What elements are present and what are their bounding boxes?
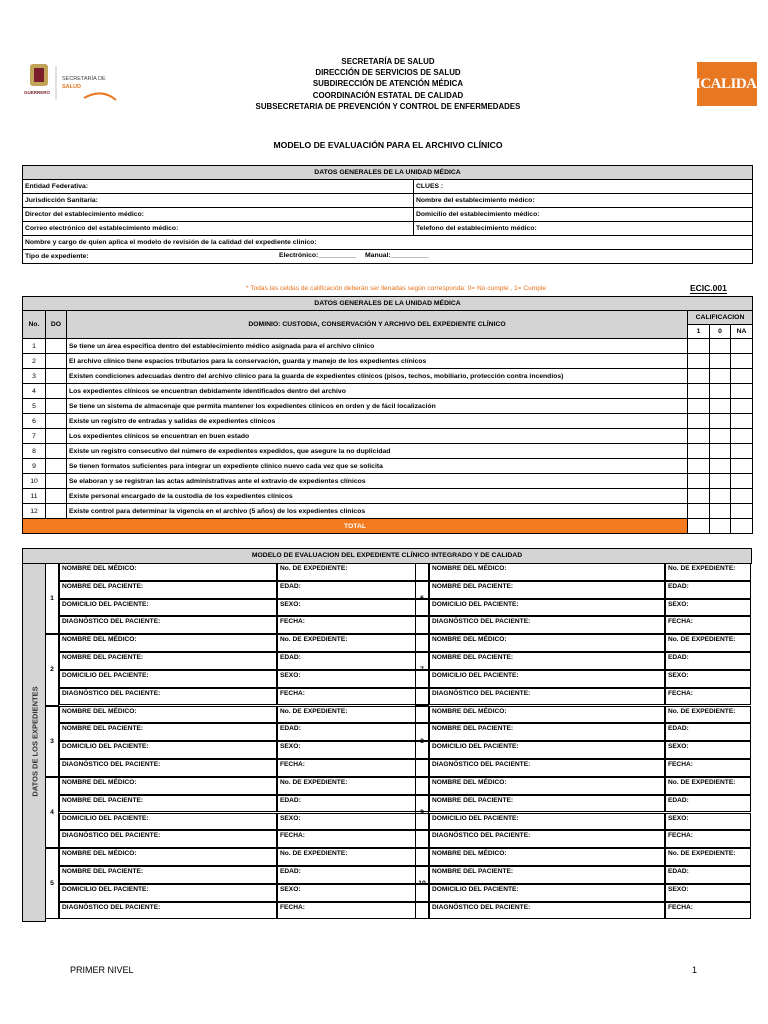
- record-field-right[interactable]: No. DE EXPEDIENTE:: [277, 563, 429, 581]
- record-field-right[interactable]: EDAD:: [665, 795, 751, 813]
- record-field-left[interactable]: NOMBRE DEL PACIENTE:: [59, 723, 277, 741]
- item-do-cell: [46, 444, 67, 459]
- director-field[interactable]: Director del establecimiento médico:: [23, 208, 414, 222]
- record-field-left[interactable]: DOMICILIO DEL PACIENTE:: [59, 599, 277, 617]
- sicalidad-logo: SICALIDAD: [697, 62, 757, 106]
- score-cell-na[interactable]: [731, 384, 753, 399]
- score-cell-0[interactable]: [710, 399, 731, 414]
- score-cell-na[interactable]: [731, 504, 753, 519]
- record-field-left[interactable]: NOMBRE DEL MÉDICO:: [59, 563, 277, 581]
- header-line: SUBDIRECCIÓN DE ATENCIÓN MÉDICA: [312, 78, 464, 89]
- score-cell-0[interactable]: [710, 459, 731, 474]
- tipo-expediente-row: [23, 250, 753, 264]
- score-col-0: 0: [710, 325, 731, 339]
- header-line: DIRECCIÓN DE SERVICIOS DE SALUD: [315, 67, 461, 78]
- item-text: Se tienen formatos suficientes para integrar un expediente clínico nuevo cada vez que se solicita: [67, 459, 688, 474]
- item-number: 4: [23, 384, 46, 399]
- score-cell-0[interactable]: [710, 504, 731, 519]
- footer-left: PRIMER NIVEL: [70, 965, 134, 975]
- evaluation-title: DATOS GENERALES DE LA UNIDAD MÉDICA: [23, 297, 753, 311]
- score-cell-na[interactable]: [731, 474, 753, 489]
- item-text: Se tiene un sistema de almacenaje que permita mantener los expedientes clínicos en orden y de fácil localización: [67, 399, 688, 414]
- item-do-cell: [46, 459, 67, 474]
- record-field-right[interactable]: EDAD:: [277, 866, 429, 884]
- general-data-table: [22, 165, 753, 264]
- evaluation-row: [23, 474, 753, 489]
- establecimiento-name-field[interactable]: Nombre del establecimiento médico:: [414, 194, 753, 208]
- score-col-na: NA: [731, 325, 753, 339]
- record-field-right[interactable]: No. DE EXPEDIENTE:: [277, 848, 429, 866]
- score-cell-1[interactable]: [688, 444, 710, 459]
- record-field-left[interactable]: DOMICILIO DEL PACIENTE:: [59, 813, 277, 831]
- record-field-left[interactable]: NOMBRE DEL MÉDICO:: [429, 634, 665, 652]
- item-number: 6: [23, 414, 46, 429]
- aplicador-field[interactable]: Nombre y cargo de quien aplica el modelo de revisión de la calidad del expediente clinico:: [23, 236, 753, 250]
- score-cell-1[interactable]: [688, 369, 710, 384]
- record-field-left[interactable]: DOMICILIO DEL PACIENTE:: [59, 670, 277, 688]
- record-field-left[interactable]: NOMBRE DEL PACIENTE:: [59, 581, 277, 599]
- record-field-left[interactable]: DOMICILIO DEL PACIENTE:: [429, 813, 665, 831]
- total-cell[interactable]: [688, 519, 710, 534]
- header-line: SECRETARÍA DE SALUD: [341, 56, 435, 66]
- record-field-left[interactable]: NOMBRE DEL MÉDICO:: [429, 563, 665, 581]
- record-field-left[interactable]: NOMBRE DEL MÉDICO:: [59, 634, 277, 652]
- record-field-left[interactable]: DIAGNÓSTICO DEL PACIENTE:: [59, 830, 277, 848]
- record-field-right[interactable]: FECHA:: [277, 616, 429, 634]
- manual-field[interactable]: Manual:__________: [365, 252, 429, 259]
- evaluation-row: [23, 354, 753, 369]
- score-cell-1[interactable]: [688, 489, 710, 504]
- record-field-right[interactable]: SEXO:: [665, 670, 751, 688]
- score-cell-1[interactable]: [688, 474, 710, 489]
- salud-label: SALUD: [62, 84, 81, 90]
- item-number: 2: [23, 354, 46, 369]
- item-do-cell: [46, 429, 67, 444]
- record-field-right[interactable]: FECHA:: [277, 830, 429, 848]
- score-cell-0[interactable]: [710, 429, 731, 444]
- jurisdiccion-field[interactable]: Jurisdicción Sanitaria:: [23, 194, 414, 208]
- secretaria-salud-logo: [24, 60, 119, 110]
- record-field-right[interactable]: EDAD:: [277, 723, 429, 741]
- general-data-title: DATOS GENERALES DE LA UNIDAD MÉDICA: [23, 166, 753, 180]
- header-line: SUBSECRETARIA DE PREVENCIÓN Y CONTROL DE ENFERMEDADES: [255, 100, 521, 111]
- score-cell-na[interactable]: [731, 444, 753, 459]
- record-field-left[interactable]: NOMBRE DEL MÉDICO:: [429, 848, 665, 866]
- record-field-left[interactable]: DOMICILIO DEL PACIENTE:: [59, 741, 277, 759]
- record-number: 2: [45, 634, 59, 705]
- col-do-header: DO: [46, 311, 67, 339]
- evaluation-row: [23, 399, 753, 414]
- record-field-right[interactable]: No. DE EXPEDIENTE:: [665, 634, 751, 652]
- score-cell-1[interactable]: [688, 459, 710, 474]
- evaluation-row: [23, 384, 753, 399]
- correo-field[interactable]: Correo electrónico del establecimiento médico:: [23, 222, 414, 236]
- score-cell-na[interactable]: [731, 414, 753, 429]
- record-field-right[interactable]: SEXO:: [665, 741, 751, 759]
- record-field-right[interactable]: SEXO:: [665, 599, 751, 617]
- domain-header: DOMINIO: CUSTODIA, CONSERVACIÓN Y ARCHIVO DEL EXPEDIENTE CLÍNICO: [67, 311, 688, 339]
- record-field-left[interactable]: DIAGNÓSTICO DEL PACIENTE:: [59, 688, 277, 706]
- header-line: COORDINACIÓN ESTATAL DE CALIDAD: [312, 89, 464, 100]
- electronico-field[interactable]: Electrónico:__________: [279, 252, 357, 259]
- record-field-right[interactable]: FECHA:: [665, 616, 751, 634]
- item-text: El archivo clinico tiene espacios tributarios para la conservación, guarda y manejo de los expedientes clínicos: [67, 354, 688, 369]
- record-field-right[interactable]: EDAD:: [277, 581, 429, 599]
- record-field-left[interactable]: NOMBRE DEL PACIENTE:: [429, 795, 665, 813]
- secretaria-label: SECRETARÍA DE: [62, 76, 106, 82]
- evaluation-row: [23, 504, 753, 519]
- total-label: TOTAL: [23, 519, 688, 534]
- score-cell-na[interactable]: [731, 369, 753, 384]
- score-cell-0[interactable]: [710, 489, 731, 504]
- item-number: 7: [23, 429, 46, 444]
- record-field-left[interactable]: DOMICILIO DEL PACIENTE:: [429, 884, 665, 902]
- score-cell-1[interactable]: [688, 414, 710, 429]
- item-number: 10: [23, 474, 46, 489]
- evaluation-row: [23, 459, 753, 474]
- total-cell[interactable]: [731, 519, 753, 534]
- total-cell[interactable]: [710, 519, 731, 534]
- record-number: 5: [45, 848, 59, 919]
- record-field-right[interactable]: FECHA:: [665, 830, 751, 848]
- record-field-left[interactable]: NOMBRE DEL PACIENTE:: [429, 652, 665, 670]
- score-cell-1[interactable]: [688, 399, 710, 414]
- score-cell-na[interactable]: [731, 489, 753, 504]
- record-field-right[interactable]: FECHA:: [277, 902, 429, 920]
- record-field-right[interactable]: FECHA:: [277, 688, 429, 706]
- item-number: 8: [23, 444, 46, 459]
- item-do-cell: [46, 399, 67, 414]
- evaluation-row: [23, 429, 753, 444]
- evaluation-row: [23, 414, 753, 429]
- record-field-right[interactable]: EDAD:: [665, 581, 751, 599]
- record-field-left[interactable]: DIAGNÓSTICO DEL PACIENTE:: [429, 902, 665, 920]
- item-text: Los expedientes clínicos se encuentran debidamente identificados dentro del archivo: [67, 384, 688, 399]
- item-text: Se tiene un área especifica dentro del establecimiento médico asignada para el archivo clinico: [67, 339, 688, 354]
- record-field-left[interactable]: NOMBRE DEL PACIENTE:: [429, 866, 665, 884]
- record-field-left[interactable]: DIAGNÓSTICO DEL PACIENTE:: [59, 902, 277, 920]
- item-do-cell: [46, 354, 67, 369]
- record-field-left[interactable]: NOMBRE DEL PACIENTE:: [59, 795, 277, 813]
- record-field-left[interactable]: NOMBRE DEL PACIENTE:: [59, 866, 277, 884]
- record-field-left[interactable]: DOMICILIO DEL PACIENTE:: [429, 741, 665, 759]
- record-field-right[interactable]: No. DE EXPEDIENTE:: [665, 563, 751, 581]
- item-do-cell: [46, 414, 67, 429]
- record-field-left[interactable]: NOMBRE DEL PACIENTE:: [429, 581, 665, 599]
- score-cell-0[interactable]: [710, 474, 731, 489]
- item-number: 11: [23, 489, 46, 504]
- form-code: ECIC.001: [690, 283, 727, 293]
- score-cell-0[interactable]: [710, 444, 731, 459]
- record-field-left[interactable]: NOMBRE DEL MÉDICO:: [429, 706, 665, 724]
- score-cell-1[interactable]: [688, 429, 710, 444]
- score-cell-1[interactable]: [688, 504, 710, 519]
- record-number: 10: [415, 848, 429, 919]
- record-field-left[interactable]: NOMBRE DEL MÉDICO:: [429, 777, 665, 795]
- item-number: 5: [23, 399, 46, 414]
- record-field-right[interactable]: No. DE EXPEDIENTE:: [277, 634, 429, 652]
- record-field-right[interactable]: FECHA:: [277, 759, 429, 777]
- evaluation-table: [22, 296, 753, 534]
- record-number: 4: [45, 777, 59, 848]
- guerrero-label: GUERRERO: [24, 90, 51, 95]
- record-field-right[interactable]: EDAD:: [665, 723, 751, 741]
- item-text: Existe un registro consecutivo del número de expedientes expedidos, que asegure la no duplicidad: [67, 444, 688, 459]
- domicilio-field[interactable]: Domicilio del establecimiento médico:: [414, 208, 753, 222]
- record-field-right[interactable]: SEXO:: [665, 884, 751, 902]
- document-header: [215, 56, 561, 112]
- evaluation-row: [23, 339, 753, 354]
- score-cell-na[interactable]: [731, 339, 753, 354]
- record-field-right[interactable]: No. DE EXPEDIENTE:: [277, 777, 429, 795]
- record-field-left[interactable]: DIAGNÓSTICO DEL PACIENTE:: [429, 759, 665, 777]
- item-do-cell: [46, 504, 67, 519]
- record-field-left[interactable]: DIAGNÓSTICO DEL PACIENTE:: [59, 759, 277, 777]
- record-number: 7: [415, 634, 429, 705]
- col-no-header: No.: [23, 311, 46, 339]
- page-number: 1: [692, 965, 698, 975]
- evaluation-row: [23, 444, 753, 459]
- item-number: 1: [23, 339, 46, 354]
- score-cell-0[interactable]: [710, 414, 731, 429]
- score-cell-1[interactable]: [688, 339, 710, 354]
- record-field-left[interactable]: DIAGNÓSTICO DEL PACIENTE:: [59, 616, 277, 634]
- record-field-right[interactable]: EDAD:: [665, 652, 751, 670]
- record-field-right[interactable]: FECHA:: [665, 902, 751, 920]
- record-number: 3: [45, 706, 59, 777]
- record-field-left[interactable]: NOMBRE DEL PACIENTE:: [429, 723, 665, 741]
- evaluation-row: [23, 369, 753, 384]
- record-field-left[interactable]: DIAGNÓSTICO DEL PACIENTE:: [429, 616, 665, 634]
- record-number: 8: [415, 706, 429, 777]
- evaluation-row: [23, 489, 753, 504]
- record-field-left[interactable]: NOMBRE DEL MÉDICO:: [59, 706, 277, 724]
- record-field-left[interactable]: DOMICILIO DEL PACIENTE:: [429, 599, 665, 617]
- record-field-left[interactable]: DOMICILIO DEL PACIENTE:: [429, 670, 665, 688]
- item-text: Existe personal encargado de la custodia de los expedientes clínicos: [67, 489, 688, 504]
- scoring-note: * Todas las celdas de calificación deberán ser llenadas según corresponda: 0= No cumple , 1= Cumple: [246, 285, 547, 292]
- score-cell-na[interactable]: [731, 459, 753, 474]
- record-field-right[interactable]: FECHA:: [665, 759, 751, 777]
- record-field-left[interactable]: DIAGNÓSTICO DEL PACIENTE:: [429, 688, 665, 706]
- record-field-right[interactable]: EDAD:: [665, 866, 751, 884]
- score-cell-0[interactable]: [710, 369, 731, 384]
- record-field-right[interactable]: EDAD:: [277, 652, 429, 670]
- item-text: Se elaboran y se registran las actas administrativas ante el extravío de expedientes clínicos: [67, 474, 688, 489]
- record-field-left[interactable]: DOMICILIO DEL PACIENTE:: [59, 884, 277, 902]
- record-number: 6: [415, 563, 429, 634]
- form-title: MODELO DE EVALUACIÓN PARA EL ARCHIVO CLÍNICO: [273, 140, 503, 150]
- record-number: 1: [45, 563, 59, 634]
- item-do-cell: [46, 369, 67, 384]
- item-number: 9: [23, 459, 46, 474]
- record-field-right[interactable]: No. DE EXPEDIENTE:: [665, 848, 751, 866]
- score-cell-1[interactable]: [688, 354, 710, 369]
- score-col-1: 1: [688, 325, 710, 339]
- record-field-right[interactable]: SEXO:: [277, 884, 429, 902]
- side-label: DATOS DE LOS EXPEDIENTES: [30, 686, 40, 797]
- score-cell-1[interactable]: [688, 384, 710, 399]
- integrated-title: MODELO DE EVALUACION DEL EXPEDIENTE CLÍNICO INTEGRADO Y DE CALIDAD: [22, 548, 752, 564]
- record-field-right[interactable]: EDAD:: [277, 795, 429, 813]
- tipo-expediente-label: Tipo de expediente:: [25, 253, 89, 260]
- record-field-left[interactable]: NOMBRE DEL MÉDICO:: [59, 848, 277, 866]
- record-field-right[interactable]: No. DE EXPEDIENTE:: [665, 706, 751, 724]
- item-do-cell: [46, 489, 67, 504]
- score-cell-na[interactable]: [731, 399, 753, 414]
- record-field-right[interactable]: FECHA:: [665, 688, 751, 706]
- calificacion-header: CALIFICACION: [688, 311, 753, 325]
- item-do-cell: [46, 474, 67, 489]
- record-field-right[interactable]: No. DE EXPEDIENTE:: [665, 777, 751, 795]
- telefono-field[interactable]: Telefono del establecimiento médico:: [414, 222, 753, 236]
- record-field-right[interactable]: SEXO:: [277, 741, 429, 759]
- record-field-left[interactable]: DIAGNÓSTICO DEL PACIENTE:: [429, 830, 665, 848]
- score-cell-0[interactable]: [710, 384, 731, 399]
- score-cell-na[interactable]: [731, 354, 753, 369]
- item-text: Existe control para determinar la vigencia en el archivo (5 años) de los expedientes clinicos: [67, 504, 688, 519]
- item-do-cell: [46, 339, 67, 354]
- record-field-right[interactable]: No. DE EXPEDIENTE:: [277, 706, 429, 724]
- record-field-left[interactable]: NOMBRE DEL MÉDICO:: [59, 777, 277, 795]
- clues-field[interactable]: CLUES :: [414, 180, 753, 194]
- entidad-field[interactable]: Entidad Federativa:: [23, 180, 414, 194]
- record-field-right[interactable]: SEXO:: [277, 599, 429, 617]
- record-field-right[interactable]: SEXO:: [277, 670, 429, 688]
- record-field-right[interactable]: SEXO:: [665, 813, 751, 831]
- score-cell-0[interactable]: [710, 339, 731, 354]
- item-number: 3: [23, 369, 46, 384]
- record-field-left[interactable]: NOMBRE DEL PACIENTE:: [59, 652, 277, 670]
- item-text: Existen condiciones adecuadas dentro del archivo clinico para la guarda de expedientes clínicos (pisos, techos, mobiliario, protección contra incendios): [67, 369, 688, 384]
- item-text: Existe un registro de entradas y salidas de expedientes clínicos: [67, 414, 688, 429]
- item-text: Los expedientes clínicos se encuentran en buen estado: [67, 429, 688, 444]
- score-cell-na[interactable]: [731, 429, 753, 444]
- item-do-cell: [46, 384, 67, 399]
- record-number: 9: [415, 777, 429, 848]
- item-number: 12: [23, 504, 46, 519]
- record-field-right[interactable]: SEXO:: [277, 813, 429, 831]
- score-cell-0[interactable]: [710, 354, 731, 369]
